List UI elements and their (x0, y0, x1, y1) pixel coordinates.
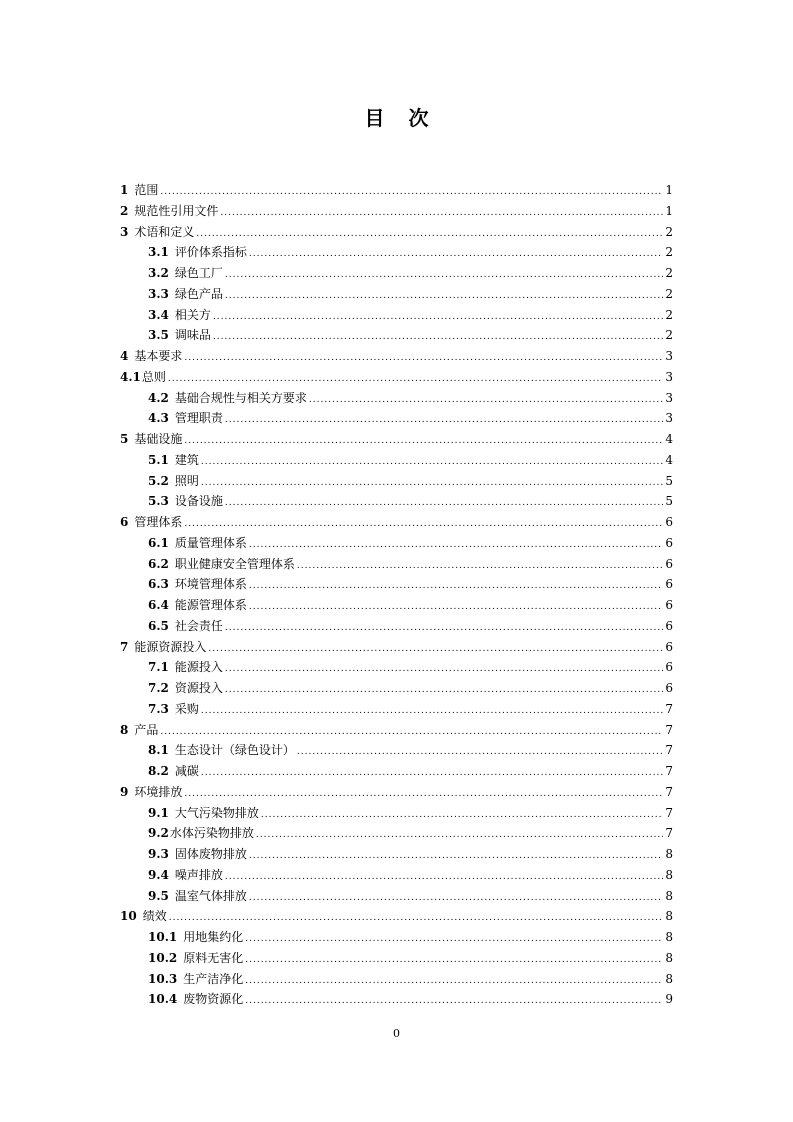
toc-entry-page: 2 (665, 286, 673, 301)
toc-dot-leader (160, 182, 663, 203)
toc-entry-title: 能源管理体系 (174, 598, 247, 612)
toc-entry-page: 7 (665, 826, 673, 841)
toc-dot-leader (225, 867, 663, 888)
toc-entry[interactable] (120, 263, 673, 284)
toc-entry-number: 9 (120, 784, 129, 799)
toc-entry-title: 术语和定义 (134, 224, 195, 239)
page-title (0, 102, 793, 131)
toc-entry-number: 5.3 (148, 494, 169, 509)
toc-entry-title: 范围 (134, 183, 159, 197)
toc-entry-number: 6 (120, 515, 129, 529)
page-title-char-1: 目 (364, 106, 385, 130)
toc-dot-leader (261, 805, 663, 826)
toc-entry-title: 基础设施 (134, 432, 183, 446)
toc-entry[interactable] (120, 512, 673, 533)
toc-entry-number: 6.3 (148, 577, 169, 592)
toc-entry-number: 6.4 (148, 598, 169, 612)
toc-entry[interactable] (120, 948, 673, 969)
toc-dot-leader (297, 556, 663, 577)
toc-dot-leader (184, 784, 663, 805)
toc-entry[interactable] (120, 574, 673, 595)
toc-entry-number: 7.3 (148, 701, 169, 716)
toc-entry-title: 环境排放 (134, 784, 183, 799)
toc-entry-number: 9.1 (148, 805, 169, 820)
toc-entry-title: 评价体系指标 (174, 245, 247, 260)
toc-entry[interactable] (120, 305, 673, 326)
toc-entry-number: 4 (120, 349, 129, 363)
toc-dot-leader (208, 639, 663, 660)
toc-dot-leader (249, 846, 663, 867)
toc-entry-page: 6 (665, 598, 673, 612)
toc-dot-leader (249, 888, 663, 909)
toc-entry-number: 5 (120, 432, 129, 446)
toc-entry[interactable] (120, 242, 673, 263)
toc-entry-title: 环境管理体系 (174, 577, 247, 592)
toc-entry-number: 5.2 (148, 473, 169, 488)
toc-entry-title: 固体废物排放 (174, 847, 247, 861)
toc-entry-title: 照明 (174, 473, 199, 488)
toc-entry-page: 6 (665, 618, 673, 633)
toc-dot-leader (225, 618, 663, 639)
toc-entry-page: 6 (665, 660, 673, 675)
toc-dot-leader (225, 286, 663, 307)
toc-entry-title: 大气污染物排放 (174, 805, 259, 820)
toc-entry-title: 质量管理体系 (174, 535, 247, 550)
toc-dot-leader (213, 307, 663, 328)
toc-entry-title: 管理体系 (134, 515, 183, 529)
toc-entry[interactable] (120, 429, 673, 450)
toc-entry-page: 5 (665, 473, 673, 488)
toc-entry-page: 8 (665, 909, 673, 924)
toc-entry[interactable] (120, 408, 673, 429)
toc-entry[interactable] (120, 491, 673, 512)
toc-entry-number: 10.1 (148, 930, 178, 944)
toc-dot-leader (184, 348, 663, 369)
toc-entry-page: 3 (665, 411, 673, 426)
toc-entry[interactable] (120, 616, 673, 637)
toc-entry-number: 4.1 (120, 369, 141, 384)
toc-entry[interactable] (120, 637, 673, 658)
toc-entry-page: 8 (665, 888, 673, 903)
toc-dot-leader (168, 369, 663, 390)
toc-entry-title: 相关方 (174, 307, 211, 322)
toc-entry-number: 2 (120, 203, 129, 218)
toc-entry-number: 5.1 (148, 452, 169, 467)
toc-entry[interactable] (120, 284, 673, 305)
toc-entry-title: 用地集约化 (183, 930, 244, 944)
toc-entry-number: 1 (120, 183, 129, 197)
toc-entry-page: 6 (665, 639, 673, 654)
toc-entry-title: 社会责任 (174, 618, 223, 633)
toc-entry-number: 3.1 (148, 245, 169, 260)
toc-entry-title: 总则 (141, 369, 166, 384)
toc-entry[interactable] (120, 450, 673, 471)
toc-entry[interactable] (120, 388, 673, 409)
toc-entry-title: 减碳 (174, 764, 199, 778)
toc-entry[interactable] (120, 657, 673, 678)
toc-entry[interactable] (120, 533, 673, 554)
toc-entry-page: 8 (665, 867, 673, 882)
toc-entry-title: 基本要求 (134, 349, 183, 363)
toc-entry[interactable] (120, 740, 673, 761)
toc-entry[interactable] (120, 595, 673, 616)
toc-entry-number: 7.1 (148, 660, 169, 675)
toc-entry-page: 8 (665, 971, 673, 986)
toc-entry-number: 7.2 (148, 681, 169, 695)
toc-entry-page: 3 (665, 349, 673, 363)
toc-dot-leader (225, 265, 663, 286)
toc-entry-page: 7 (665, 743, 673, 758)
toc-entry[interactable] (120, 720, 673, 741)
toc-entry-title: 噪声排放 (174, 867, 223, 882)
toc-entry-page: 9 (665, 992, 673, 1007)
toc-entry-page: 2 (665, 266, 673, 280)
toc-entry[interactable] (120, 823, 673, 844)
toc-dot-leader (249, 535, 663, 556)
toc-dot-leader (256, 825, 663, 846)
toc-entry-number: 9.5 (148, 888, 169, 903)
toc-entry-page: 8 (665, 930, 673, 944)
page-title-char-2: 次 (408, 106, 429, 130)
toc-entry-number: 10.2 (148, 950, 178, 965)
toc-entry-title: 产品 (134, 722, 159, 737)
toc-entry-title: 能源资源投入 (134, 639, 207, 654)
toc-entry-number: 8.2 (148, 764, 169, 778)
toc-dot-leader (225, 493, 663, 514)
toc-entry[interactable] (120, 201, 673, 222)
toc-entry-page: 8 (665, 847, 673, 861)
toc-dot-leader (201, 473, 663, 494)
toc-entry-number: 8.1 (148, 743, 169, 758)
toc-entry-title: 废物资源化 (183, 992, 244, 1007)
toc-dot-leader (213, 327, 663, 348)
toc-entry-number: 7 (120, 639, 129, 654)
toc-entry-page: 6 (665, 681, 673, 695)
toc-entry-title: 生态设计（绿色设计） (174, 743, 295, 758)
toc-entry[interactable] (120, 222, 673, 243)
toc-entry-title: 水体污染物排放 (169, 826, 254, 841)
toc-entry-title: 能源投入 (174, 660, 223, 675)
toc-entry-page: 6 (665, 556, 673, 571)
page-number: 0 (393, 1027, 400, 1040)
toc-entry-title: 建筑 (174, 452, 199, 467)
toc-dot-leader (169, 908, 664, 929)
toc-entry-page: 4 (665, 452, 673, 467)
toc-entry-number: 6.5 (148, 618, 169, 633)
toc-entry-page: 2 (665, 245, 673, 260)
toc-entry-page: 7 (665, 784, 673, 799)
toc-entry-title: 规范性引用文件 (134, 203, 219, 218)
toc-entry-number: 3.4 (148, 307, 169, 322)
toc-entry-title: 生产洁净化 (183, 971, 244, 986)
toc-entry[interactable] (120, 782, 673, 803)
toc-entry[interactable] (120, 969, 673, 990)
toc-dot-leader (245, 991, 663, 1012)
toc-entry-page: 5 (665, 494, 673, 509)
toc-entry-title: 绩效 (142, 909, 167, 924)
toc-entry-page: 6 (665, 577, 673, 592)
toc-entry-page: 8 (665, 950, 673, 965)
toc-entry[interactable] (120, 346, 673, 367)
toc-entry-number: 9.2 (148, 826, 169, 841)
toc-entry[interactable] (120, 989, 673, 1010)
toc-entry[interactable] (120, 325, 673, 346)
toc-entry-number: 9.4 (148, 867, 169, 882)
toc-entry[interactable] (120, 471, 673, 492)
toc-entry-number: 8 (120, 722, 129, 737)
toc-dot-leader (196, 224, 663, 245)
toc-dot-leader (184, 514, 663, 535)
toc-entry-number: 10 (120, 909, 137, 924)
toc-entry-page: 2 (665, 307, 673, 322)
toc-entry[interactable] (120, 367, 673, 388)
toc-entry-page: 2 (665, 224, 673, 239)
toc-entry-page: 4 (665, 432, 673, 446)
toc-entry[interactable] (120, 678, 673, 699)
toc-dot-leader (225, 680, 663, 701)
toc-dot-leader (297, 742, 663, 763)
toc-dot-leader (225, 410, 663, 431)
toc-entry-title: 绿色产品 (174, 286, 223, 301)
toc-entry-page: 6 (665, 535, 673, 550)
toc-entry-title: 资源投入 (174, 681, 223, 695)
toc-entry-page: 6 (665, 515, 673, 529)
toc-entry[interactable] (120, 865, 673, 886)
toc-dot-leader (201, 763, 663, 784)
toc-entry-title: 原料无害化 (183, 950, 244, 965)
toc-dot-leader (245, 950, 663, 971)
toc-dot-leader (160, 722, 663, 743)
toc-entry-title: 调味品 (174, 328, 211, 343)
toc-entry-title: 绿色工厂 (174, 266, 223, 280)
toc-entry-page: 3 (665, 369, 673, 384)
toc-entry-title: 职业健康安全管理体系 (174, 556, 295, 571)
toc-entry-page: 2 (665, 328, 673, 343)
toc-entry-page: 1 (665, 203, 673, 218)
toc-entry-number: 6.1 (148, 535, 169, 550)
toc-entry-number: 3.3 (148, 286, 169, 301)
toc-dot-leader (245, 929, 663, 950)
toc-dot-leader (220, 203, 663, 224)
toc-dot-leader (225, 659, 663, 680)
toc-dot-leader (249, 244, 663, 265)
toc-entry[interactable] (120, 761, 673, 782)
toc-entry[interactable] (120, 699, 673, 720)
toc-dot-leader (201, 452, 663, 473)
toc-entry[interactable] (120, 844, 673, 865)
toc-entry[interactable] (120, 886, 673, 907)
toc-entry-title: 温室气体排放 (174, 888, 247, 903)
toc-entry-page: 7 (665, 722, 673, 737)
toc-entry[interactable] (120, 554, 673, 575)
toc-entry-title: 采购 (174, 701, 199, 716)
toc-entry-title: 设备设施 (174, 494, 223, 509)
toc-entry-page: 1 (665, 183, 673, 197)
toc-entry-number: 4.3 (148, 411, 169, 426)
table-of-contents (120, 180, 673, 1010)
toc-entry-number: 9.3 (148, 847, 169, 861)
toc-entry-title: 基础合规性与相关方要求 (174, 390, 307, 405)
toc-entry-number: 6.2 (148, 556, 169, 571)
toc-entry-number: 3 (120, 224, 129, 239)
toc-entry-number: 10.3 (148, 971, 178, 986)
toc-entry-page: 7 (665, 805, 673, 820)
toc-entry[interactable] (120, 906, 673, 927)
toc-dot-leader (184, 431, 663, 452)
toc-entry-title: 管理职责 (174, 411, 223, 426)
toc-dot-leader (249, 576, 663, 597)
toc-entry[interactable] (120, 180, 673, 201)
toc-dot-leader (245, 971, 663, 992)
toc-dot-leader (201, 701, 663, 722)
toc-entry-page: 7 (665, 701, 673, 716)
toc-entry-page: 7 (665, 764, 673, 778)
toc-entry-page: 3 (665, 390, 673, 405)
toc-entry[interactable] (120, 803, 673, 824)
toc-entry-number: 4.2 (148, 390, 169, 405)
toc-dot-leader (249, 597, 663, 618)
toc-entry-number: 10.4 (148, 992, 178, 1007)
toc-entry-number: 3.5 (148, 328, 169, 343)
toc-dot-leader (309, 390, 663, 411)
toc-entry[interactable] (120, 927, 673, 948)
toc-entry-number: 3.2 (148, 266, 169, 280)
